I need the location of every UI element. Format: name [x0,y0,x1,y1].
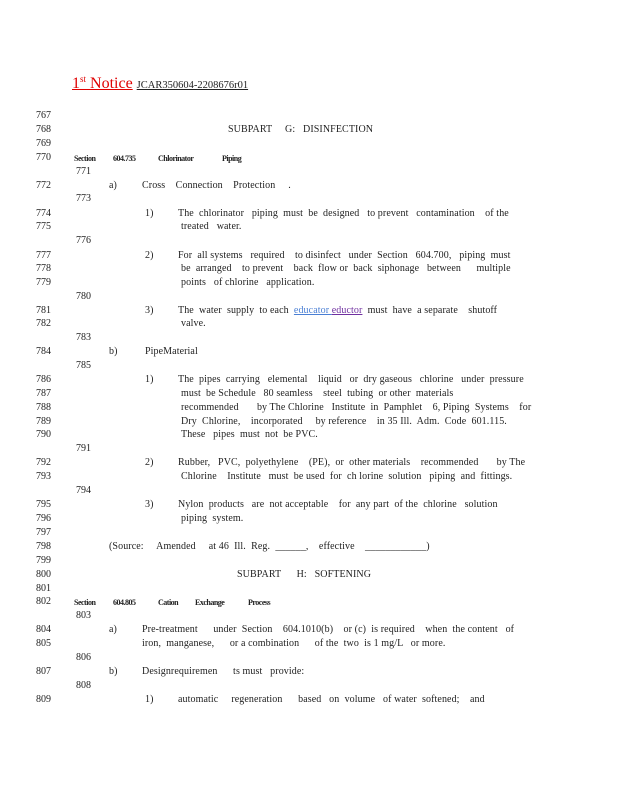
inserted-text: educator [293,305,332,316]
page-header [72,74,248,93]
body-text: piping system. [181,513,244,524]
deleted-text: eductor [331,305,363,316]
line-number: 774 [36,208,51,219]
line-number: 805 [36,638,51,649]
line-number: 799 [36,555,51,566]
line-number: 800 [36,569,51,580]
line-number: 773 [76,193,91,204]
item-number: 2) [145,250,154,261]
section-title: Cation [158,598,179,607]
body-text: must be Schedule 80 seamless steel tubing or other materials [181,388,454,399]
section-label: Section [74,154,96,163]
line-number: 790 [36,429,51,440]
section-title: Chlorinator [158,154,194,163]
line-number: 801 [36,583,51,594]
line-number: 768 [36,124,51,135]
section-title: Piping [222,154,242,163]
subpart-h-heading: SUBPART H: SOFTENING [237,569,372,580]
body-text: Designrequiremen ts must provide: [142,666,305,677]
line-number: 781 [36,305,51,316]
section-title: Exchange [195,598,225,607]
body-text: points of chlorine application. [181,277,315,288]
subpart-g-heading: SUBPART G: DISINFECTION [228,124,374,135]
item-number: 3) [145,499,154,510]
line-number: 767 [36,110,51,121]
line-number: 784 [36,346,51,357]
body-text: treated water. [181,221,242,232]
line-number: 778 [36,263,51,274]
line-number: 783 [76,332,91,343]
body-text: valve. [181,318,206,329]
line-number: 770 [36,152,51,163]
item-number: 1) [145,374,154,385]
body-text: The chlorinator piping must be designed to prevent contamination of the [178,208,509,219]
line-number: 785 [76,360,91,371]
item-number: 1) [145,208,154,219]
line-number: 808 [76,680,91,691]
line-number: 777 [36,250,51,261]
line-number: 772 [36,180,51,191]
section-label: Section [74,598,96,607]
line-number: 804 [36,624,51,635]
line-number: 775 [36,221,51,232]
line-number: 807 [36,666,51,677]
body-text: automatic regeneration based on volume of water softened; and [178,694,485,705]
body-text: recommended by The Chlorine Institute in Pamphlet 6, Piping Systems for [181,402,532,413]
body-text: The water supply to each educator eductor must have a separate shutoff [178,305,498,316]
line-number: 789 [36,416,51,427]
line-number: 806 [76,652,91,663]
line-number: 791 [76,443,91,454]
body-text: Nylon products are not acceptable for any part of the chlorine solution [178,499,498,510]
line-number: 802 [36,596,51,607]
body-text: Rubber, PVC, polyethylene (PE), or other materials recommended by The [178,457,526,468]
subsection-label: a) [109,624,117,635]
line-number: 792 [36,457,51,468]
section-title: Process [248,598,271,607]
section-number: 604.735 [113,154,136,163]
line-number: 795 [36,499,51,510]
item-number: 1) [145,694,154,705]
jcar-id: JCAR350604-2208676r01 [136,80,249,91]
body-text: These pipes must not be PVC. [181,429,318,440]
item-number: 2) [145,457,154,468]
item-number: 3) [145,305,154,316]
body-text: The pipes carrying elemental liquid or dry gaseous chlorine under pressure [178,374,524,385]
subsection-label: b) [109,346,118,357]
line-number: 787 [36,388,51,399]
subsection-heading: PipeMaterial [145,346,198,357]
subsection-heading: Cross Connection Protection . [142,180,291,191]
line-number: 779 [36,277,51,288]
source-note: (Source: Amended at 46 Ill. Reg. ______, effective ____________) [109,541,430,552]
line-number: 803 [76,610,91,621]
line-number: 769 [36,138,51,149]
section-number: 604.805 [113,598,136,607]
line-number: 793 [36,471,51,482]
line-number: 796 [36,513,51,524]
subsection-label: a) [109,180,117,191]
line-number: 797 [36,527,51,538]
notice-label: 1st Notice [72,74,133,92]
body-text: Dry Chlorine, incorporated by reference in 35 Ill. Adm. Code 601.115. [181,416,507,427]
line-number: 780 [76,291,91,302]
line-number: 782 [36,318,51,329]
line-number: 776 [76,235,91,246]
line-number: 794 [76,485,91,496]
line-number: 798 [36,541,51,552]
line-number: 788 [36,402,51,413]
body-text: Chlorine Institute must be used for ch lorine solution piping and fittings. [181,471,513,482]
body-text: Pre-treatment under Section 604.1010(b) or (c) is required when the content of [142,624,515,635]
body-text: be arranged to prevent back flow or back siphonage between multiple [181,263,511,274]
subsection-label: b) [109,666,118,677]
body-text: iron, manganese, or a combination of the two is 1 mg/L or more. [142,638,446,649]
line-number: 771 [76,166,91,177]
line-number: 809 [36,694,51,705]
body-text: For all systems required to disinfect under Section 604.700, piping must [178,250,511,261]
line-number: 786 [36,374,51,385]
